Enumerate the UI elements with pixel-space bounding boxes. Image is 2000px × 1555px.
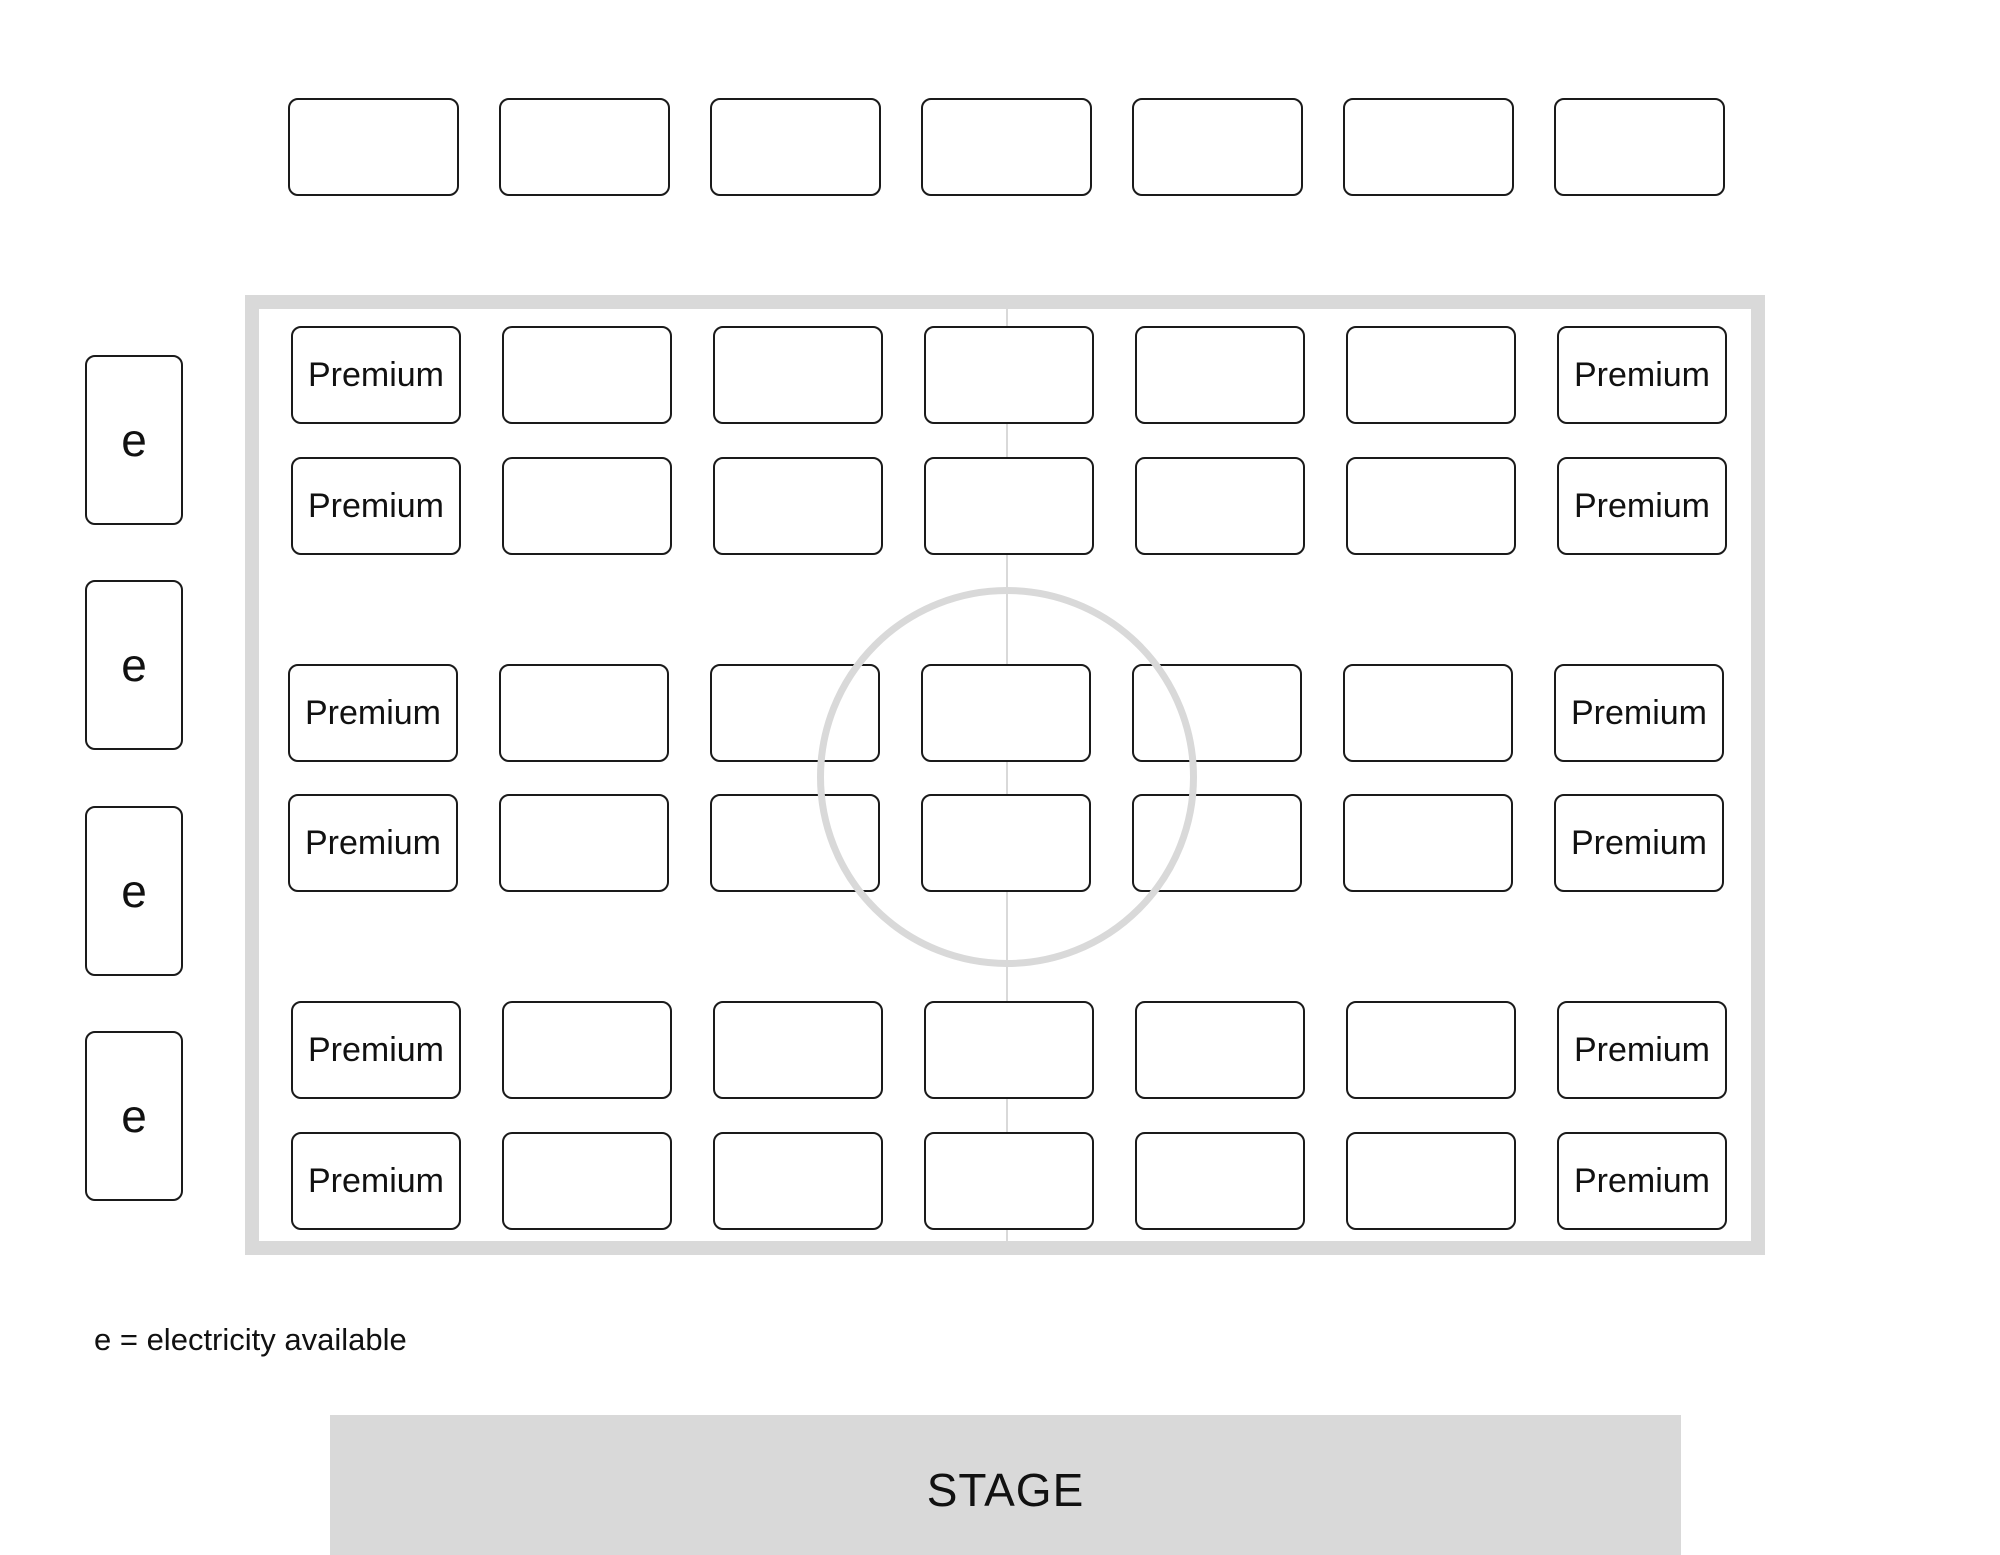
top-booth-4[interactable] <box>921 98 1092 196</box>
top-booth-3[interactable] <box>710 98 881 196</box>
hall-booth-r1-c5[interactable] <box>1135 326 1305 424</box>
top-booth-6[interactable] <box>1343 98 1514 196</box>
hall-booth-r4-c6[interactable] <box>1343 794 1513 892</box>
hall-booth-r1-c2[interactable] <box>502 326 672 424</box>
hall-booth-r2-c4[interactable] <box>924 457 1094 555</box>
hall-booth-r3-c7[interactable]: Premium <box>1554 664 1724 762</box>
stage-label: STAGE <box>926 1464 1085 1516</box>
hall-booth-r6-c5[interactable] <box>1135 1132 1305 1230</box>
hall-booth-r5-c3[interactable] <box>713 1001 883 1099</box>
hall-booth-r3-c6[interactable] <box>1343 664 1513 762</box>
electric-booth-3[interactable]: e <box>85 806 183 976</box>
hall-booth-r3-c3[interactable] <box>710 664 880 762</box>
hall-booth-r3-c1[interactable]: Premium <box>288 664 458 762</box>
hall-booth-r4-c5[interactable] <box>1132 794 1302 892</box>
top-booth-2[interactable] <box>499 98 670 196</box>
hall-booth-r6-c4[interactable] <box>924 1132 1094 1230</box>
hall-booth-r6-c7[interactable]: Premium <box>1557 1132 1727 1230</box>
hall-booth-r1-c1[interactable]: Premium <box>291 326 461 424</box>
electric-booth-2[interactable]: e <box>85 580 183 750</box>
hall-booth-r2-c6[interactable] <box>1346 457 1516 555</box>
hall-booth-r4-c2[interactable] <box>499 794 669 892</box>
hall-booth-r5-c5[interactable] <box>1135 1001 1305 1099</box>
hall-booth-r5-c1[interactable]: Premium <box>291 1001 461 1099</box>
stage <box>330 1415 1681 1555</box>
hall-booth-r2-c2[interactable] <box>502 457 672 555</box>
hall-center-line <box>1006 309 1008 1241</box>
hall-booth-r2-c7[interactable]: Premium <box>1557 457 1727 555</box>
hall-booth-r4-c7[interactable]: Premium <box>1554 794 1724 892</box>
hall-booth-r4-c3[interactable] <box>710 794 880 892</box>
hall-booth-r6-c1[interactable]: Premium <box>291 1132 461 1230</box>
hall-booth-r6-c2[interactable] <box>502 1132 672 1230</box>
hall-booth-r2-c5[interactable] <box>1135 457 1305 555</box>
hall-booth-r2-c3[interactable] <box>713 457 883 555</box>
hall-booth-r5-c4[interactable] <box>924 1001 1094 1099</box>
hall-booth-r4-c1[interactable]: Premium <box>288 794 458 892</box>
hall-booth-r1-c7[interactable]: Premium <box>1557 326 1727 424</box>
hall-booth-r1-c4[interactable] <box>924 326 1094 424</box>
hall-booth-r6-c6[interactable] <box>1346 1132 1516 1230</box>
hall-booth-r3-c2[interactable] <box>499 664 669 762</box>
hall-booth-r6-c3[interactable] <box>713 1132 883 1230</box>
hall-booth-r3-c4[interactable] <box>921 664 1091 762</box>
hall-booth-r1-c3[interactable] <box>713 326 883 424</box>
hall-booth-r3-c5[interactable] <box>1132 664 1302 762</box>
hall-booth-r5-c2[interactable] <box>502 1001 672 1099</box>
legend: e = electricity available <box>94 1322 407 1357</box>
top-booth-5[interactable] <box>1132 98 1303 196</box>
top-booth-7[interactable] <box>1554 98 1725 196</box>
electric-booth-1[interactable]: e <box>85 355 183 525</box>
hall-booth-r5-c6[interactable] <box>1346 1001 1516 1099</box>
hall-booth-r4-c4[interactable] <box>921 794 1091 892</box>
hall-booth-r2-c1[interactable]: Premium <box>291 457 461 555</box>
hall-booth-r5-c7[interactable]: Premium <box>1557 1001 1727 1099</box>
top-booth-1[interactable] <box>288 98 459 196</box>
hall-border <box>245 295 1765 1255</box>
electric-booth-4[interactable]: e <box>85 1031 183 1201</box>
hall-booth-r1-c6[interactable] <box>1346 326 1516 424</box>
